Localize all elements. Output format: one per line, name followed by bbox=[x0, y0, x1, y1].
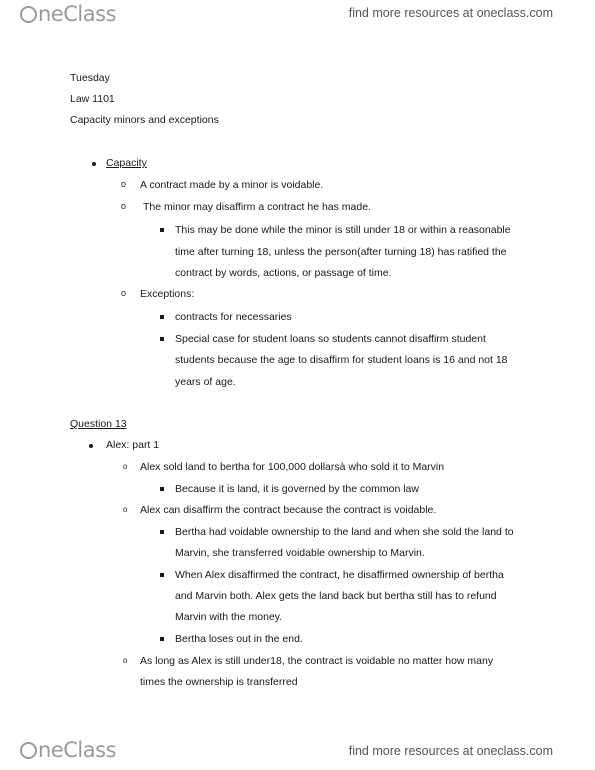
square-bullet-icon bbox=[160, 337, 164, 341]
capacity-point-3: Exceptions: bbox=[140, 288, 195, 300]
doc-course: Law 1101 bbox=[70, 93, 115, 105]
oneclass-footer-logo[interactable] bbox=[20, 738, 116, 762]
logo-ring-icon bbox=[20, 6, 37, 23]
circle-bullet-icon: o bbox=[123, 505, 128, 514]
q13-point-2c: Bertha loses out in the end. bbox=[175, 633, 303, 645]
q13-point-2b-line2: and Marvin both. Alex gets the land back but bertha still has to refund bbox=[175, 590, 497, 602]
logo-text-visible: neClass bbox=[38, 2, 116, 26]
capacity-point-2a-line3: contract by words, actions, or passage of time. bbox=[175, 267, 392, 279]
capacity-point-3b-line3: years of age. bbox=[175, 376, 236, 388]
circle-bullet-icon: o bbox=[121, 288, 127, 298]
capacity-point-2a-line2: time after turning 18, unless the person(after turning 18) has ratified the bbox=[175, 246, 507, 258]
square-bullet-icon bbox=[160, 573, 164, 577]
q13-point-2: Alex can disaffirm the contract because the contract is voidable. bbox=[140, 504, 437, 516]
q13-point-2b-line3: Marvin with the money. bbox=[175, 611, 283, 623]
q13-point-2a-line2: Marvin, she transferred voidable ownership to Marvin. bbox=[175, 547, 425, 559]
capacity-point-3b-line1: Special case for student loans so students cannot disaffirm student bbox=[175, 333, 486, 345]
square-bullet-icon bbox=[160, 315, 164, 319]
find-resources-footer-link[interactable]: find more resources at oneclass.com bbox=[348, 744, 553, 758]
capacity-point-2: The minor may disaffirm a contract he has made. bbox=[143, 201, 371, 213]
bullet-icon bbox=[89, 444, 93, 448]
square-bullet-icon bbox=[160, 228, 164, 232]
circle-bullet-icon: o bbox=[121, 179, 127, 189]
logo-ring-icon bbox=[20, 742, 37, 759]
q13-point-1a: Because it is land, it is governed by the common law bbox=[175, 483, 419, 495]
doc-topic: Capacity minors and exceptions bbox=[70, 114, 219, 126]
q13-point-1: Alex sold land to bertha for 100,000 dollarsà who sold it to Marvin bbox=[140, 461, 445, 473]
circle-bullet-icon: o bbox=[123, 656, 128, 665]
capacity-point-3a: contracts for necessaries bbox=[175, 311, 292, 323]
capacity-point-2a-line1: This may be done while the minor is still under 18 or within a reasonable bbox=[175, 224, 511, 236]
q13-point-2a-line1: Bertha had voidable ownership to the land and when she sold the land to bbox=[175, 526, 514, 538]
doc-day: Tuesday bbox=[70, 72, 110, 84]
footer-logo-text-visible: neClass bbox=[38, 738, 116, 762]
oneclass-logo[interactable] bbox=[20, 2, 116, 26]
square-bullet-icon bbox=[160, 487, 164, 491]
q13-point-2b-line1: When Alex disaffirmed the contract, he disaffirmed ownership of bertha bbox=[175, 569, 504, 581]
capacity-heading: Capacity bbox=[106, 157, 147, 169]
square-bullet-icon bbox=[160, 530, 164, 534]
question-13-heading: Question 13 bbox=[70, 418, 127, 430]
q13-point-3-line2: times the ownership is transferred bbox=[140, 676, 298, 688]
square-bullet-icon bbox=[160, 637, 164, 641]
capacity-point-3b-line2: students because the age to disaffirm for student loans is 16 and not 18 bbox=[175, 354, 508, 366]
q13-point-3-line1: As long as Alex is still under18, the contract is voidable no matter how many bbox=[140, 655, 494, 667]
bullet-icon bbox=[92, 162, 96, 166]
find-resources-link[interactable]: find more resources at oneclass.com bbox=[348, 6, 553, 20]
alex-heading: Alex: part 1 bbox=[106, 439, 160, 451]
circle-bullet-icon: o bbox=[121, 201, 127, 211]
circle-bullet-icon: o bbox=[123, 462, 128, 471]
capacity-point-1: A contract made by a minor is voidable. bbox=[140, 179, 324, 191]
